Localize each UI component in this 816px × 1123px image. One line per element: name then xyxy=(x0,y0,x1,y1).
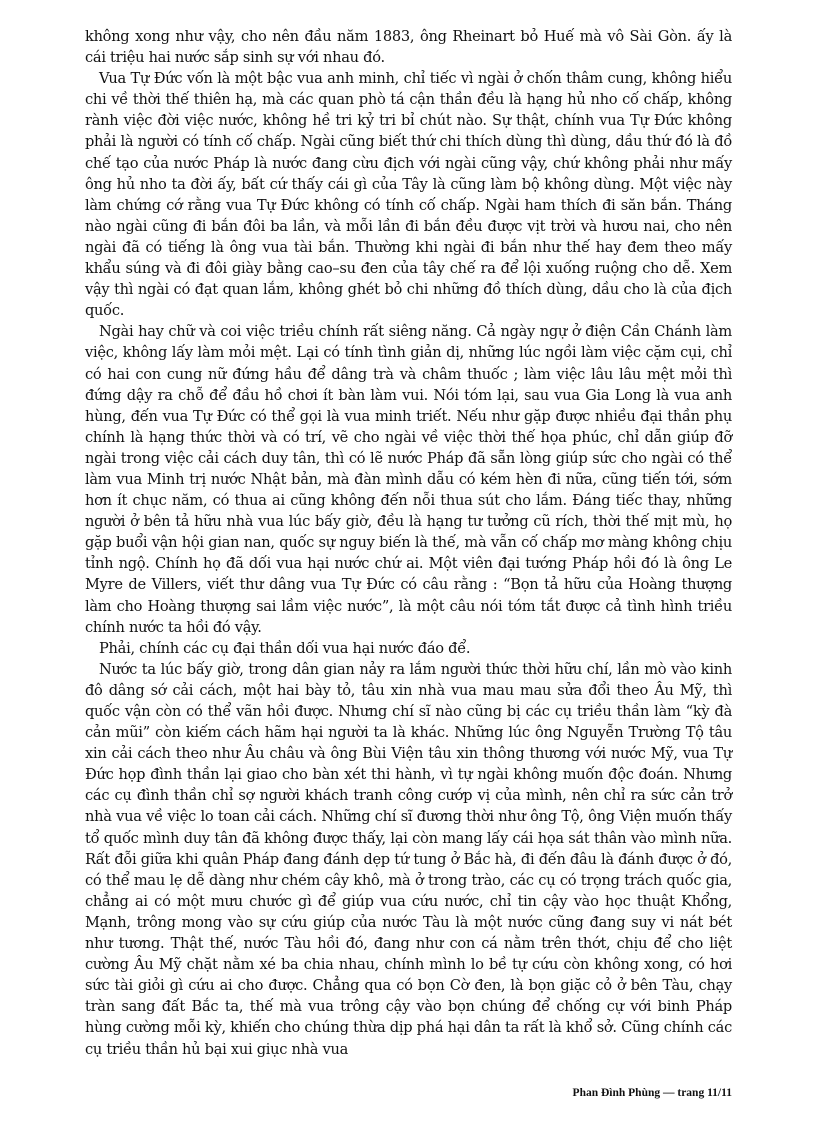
paragraph-1: không xong như vậy, cho nên đầu năm 1883, ông Rheinart bỏ Huế mà vô Sài Gòn. ấy là cái triệu hai nước sắp sinh sự với nhau đó. xyxy=(85,28,732,67)
paragraph-5: Nước ta lúc bấy giờ, trong dân gian nảy ra lắm người thức thời hữu chí, lần mò vào kinh đô dâng sớ cải cách, một hai bày tỏ, tâu xin nhà vua mau mau sửa đổi theo Âu Mỹ, thì quốc vận còn có thể vãn hồi được. Nhưng chí sĩ nào cũng bị các cụ triều thần làm “kỳ đà cản mũi” còn kiếm cách hãm hại người ta là khác. Những lúc ông Nguyễn Trường Tộ tâu xin cải cách theo như Âu châu và ông Bùi Viện tâu xin thông thương với nước Mỹ, vua Tự Đức họp đình thần lại giao cho bàn xét thi hành, vì tự ngài không muốn độc đoán. Nhưng các cụ đình thần chỉ sợ người khách tranh công cướp vị của mình, nên chỉ ra sức cản trở nhà vua về việc lo toan cải cách. Những chí sĩ đương thời như ông Tộ, ông Viện muốn thấy tổ quốc mình duy tân đã không được thấy, lại còn mang lấy cái họa sát thân vào mình nữa. Rất đỗi giữa khi quân Pháp đang đánh dẹp tứ tung ở Bắc hà, đi đến đâu là đánh được ở đó, có thể mau lẹ dễ dàng như chém cây khô, mà ở trong trào, các cụ có trọng trách quốc gia, chẳng ai có một mưu chước gì để giúp vua cứu nước, chỉ tin cậy vào học thuật Khổng, Mạnh, trông mong vào sự cứu giúp của nước Tàu là một nước cũng đang suy vi nát bét như tương. Thật thế, nước Tàu hồi đó, đang như con cá nằm trên thớt, chịu để cho liệt cường Âu Mỹ chặt nằm xé ba chia nhau, chính mình lo bề tự cứu còn không xong, có hơi sức tài giỏi gì cứu ai cho được. Chẳng qua có bọn Cờ đen, là bọn giặc cỏ ở bên Tàu, chạy tràn sang đất Bắc ta, thế mà vua trông cậy vào bọn chúng để chống cự với binh Pháp hùng cường mỗi kỳ, khiến cho chúng thừa dịp phá hại dân ta rất là khổ sở. Cũng chính các cụ triều thần hủ bại xui giục nhà vua xyxy=(85,660,732,1058)
page-footer: Phan Đình Phùng — trang 11/11 xyxy=(572,1087,732,1099)
paragraph-4: Phải, chính các cụ đại thần dối vua hại nước đáo để. xyxy=(99,639,471,657)
paragraph-3: Ngài hay chữ và coi việc triều chính rất siêng năng. Cả ngày ngự ở điện Cần Chánh làm việc, không lấy làm mỏi mệt. Lại có tính tình giản dị, những lúc ngồi làm việc cặm cụi, chỉ có hai con cung nữ đứng hầu để dâng trà và châm thuốc ; làm việc lâu lâu mệt mỏi thì đứng dậy ra chỗ để đầu hồ chơi ít bàn làm vui. Nói tóm lại, sau vua Gia Long là vua anh hùng, đến vua Tự Đức có thể gọi là vua minh triết. Nếu như gặp được nhiều đại thần phụ chính là hạng thức thời và có trí, vẽ cho ngài về việc thời thế họa phúc, chỉ dẫn giúp đỡ ngài trong việc cải cách duy tân, thì có lẽ nước Pháp đã sẵn lòng giúp sức cho ngài có thể làm vua Minh trị nước Nhật bản, mà đàn mình dẫu có kém hèn đi nữa, cũng tiến tới, sớm hơn ít chục năm, có thua ai cũng không đến nỗi thua sút cho lắm. Đáng tiếc thay, những người ở bên tả hữu nhà vua lúc bấy giờ, đều là hạng tư tưởng cũ rích, thời thế mịt mù, họ gặp buổi vận hội gian nan, quốc sự nguy biến là thế, mà vẫn cố chấp mơ màng không chịu tỉnh ngộ. Chính họ đã dối vua hại nước chứ ai. Một viên đại tướng Pháp hồi đó là ông Le Myre de Villers, viết thư dâng vua Tự Đức có câu rằng : “Bọn tả hữu của Hoàng thượng làm cho Hoàng thượng sai lầm việc nước”, là một câu nói tóm tắt được cả tình hình triều chính nước ta hồi đó vậy. xyxy=(85,323,732,636)
page-body xyxy=(85,26,732,1060)
paragraph-2: Vua Tự Đức vốn là một bậc vua anh minh, chỉ tiếc vì ngài ở chốn thâm cung, không hiểu chi về thời thế thiên hạ, mà các quan phò tá cận thần đều là hạng hủ nho cố chấp, không rành việc đời việc nước, không hề tri kỷ tri bỉ chút nào. Sự thật, chính vua Tự Đức không phải là người có tính cố chấp. Ngài cũng biết thứ chi thích dùng thì dùng, dầu thứ đó là đồ chế tạo của nước Pháp là nước đang cừu địch với ngài cũng vậy, chứ không phải như mấy ông hủ nho ta đời ấy, bất cứ thấy cái gì của Tây là cũng làm bộ không dùng. Một việc này làm chứng cớ rằng vua Tự Đức không có tính cố chấp. Ngài ham thích đi săn bắn. Tháng nào ngài cũng đi bắn đôi ba lần, và mỗi lần đi bắn đều được vịt trời và hươu nai, cho nên ngài đã có tiếng là ông vua tài bắn. Thường khi ngài đi bắn như thế hay đem theo mấy khẩu súng và đi đôi giày bằng cao–su đen của tây chế ra để lội xuống ruộng cho dễ. Xem vậy thì ngài có đạt quan lắm, không ghét bỏ chi những đồ thích dùng, dầu cho là của địch quốc. xyxy=(85,70,732,320)
